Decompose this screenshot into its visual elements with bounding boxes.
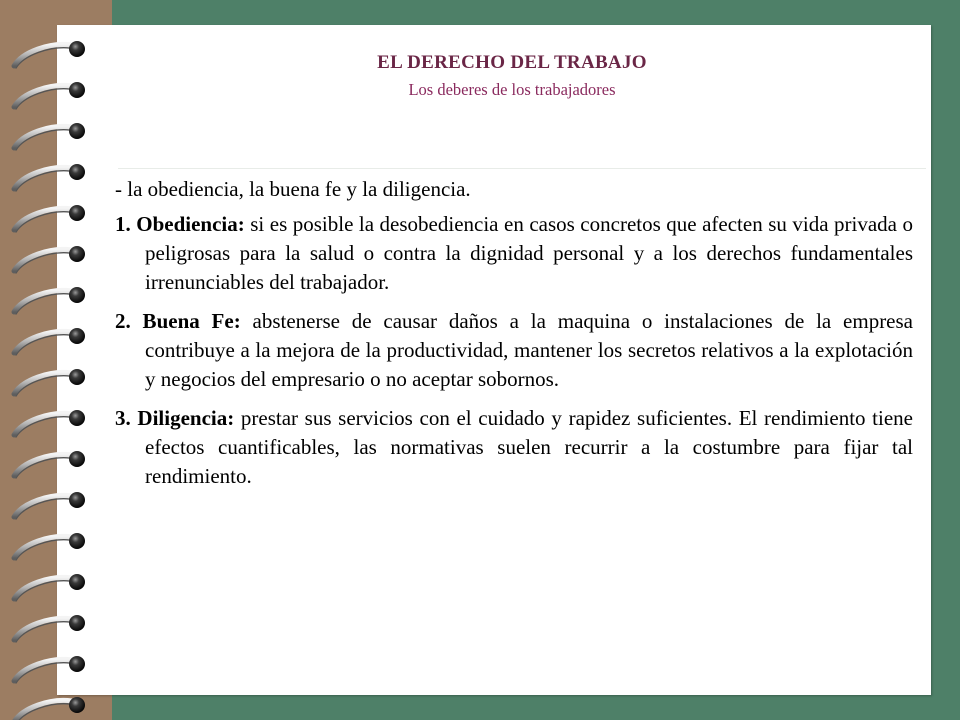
page-subtitle: Los deberes de los trabajadores <box>408 80 616 99</box>
list-item-buena-fe <box>115 307 913 394</box>
binding-ring <box>14 656 85 683</box>
binding-ring <box>14 615 85 642</box>
list-item-obediencia <box>115 210 913 297</box>
binding-ring <box>14 205 85 232</box>
binding-ring <box>14 533 85 560</box>
binding-ring <box>14 369 85 396</box>
intro-line: - la obediencia, la buena fe y la diligencia. <box>115 177 471 201</box>
binding-ring <box>14 123 85 150</box>
spiral-binding-icon <box>0 0 110 720</box>
binding-ring <box>14 451 85 478</box>
header-divider <box>118 168 926 169</box>
item-label: 2. Buena Fe: <box>115 309 241 333</box>
binding-ring <box>14 287 85 314</box>
binding-ring <box>14 574 85 601</box>
binding-ring <box>14 164 85 191</box>
item-text: abstenerse de causar daños a la maquina o instalaciones de la empresa contribuye a la mejora de la productividad, mantener los secretos relativos a la explotación y negocios del empresario o no aceptar sobornos. <box>145 309 914 391</box>
item-text: prestar sus servicios con el cuidado y rapidez suficientes. El rendimiento tiene efectos cuantificables, las normativas suelen recurrir a la costumbre para fijar tal rendimiento. <box>145 406 913 488</box>
item-label: 3. Diligencia: <box>115 406 235 430</box>
slide-content <box>115 175 913 501</box>
binding-ring <box>14 410 85 437</box>
item-label: 1. Obediencia: <box>115 212 245 236</box>
list-item-diligencia <box>115 404 913 491</box>
binding-ring <box>14 492 85 519</box>
page-title: EL DERECHO DEL TRABAJO <box>377 52 647 73</box>
slide-header <box>0 52 960 100</box>
binding-ring <box>14 246 85 273</box>
binding-ring <box>14 697 85 720</box>
item-text: si es posible la desobediencia en casos concretos que afecten su vida privada o peligrosas para la salud o contra la dignidad personal y a los derechos fundamentales irrenunciables del trabajador. <box>145 212 913 294</box>
binding-ring <box>14 328 85 355</box>
